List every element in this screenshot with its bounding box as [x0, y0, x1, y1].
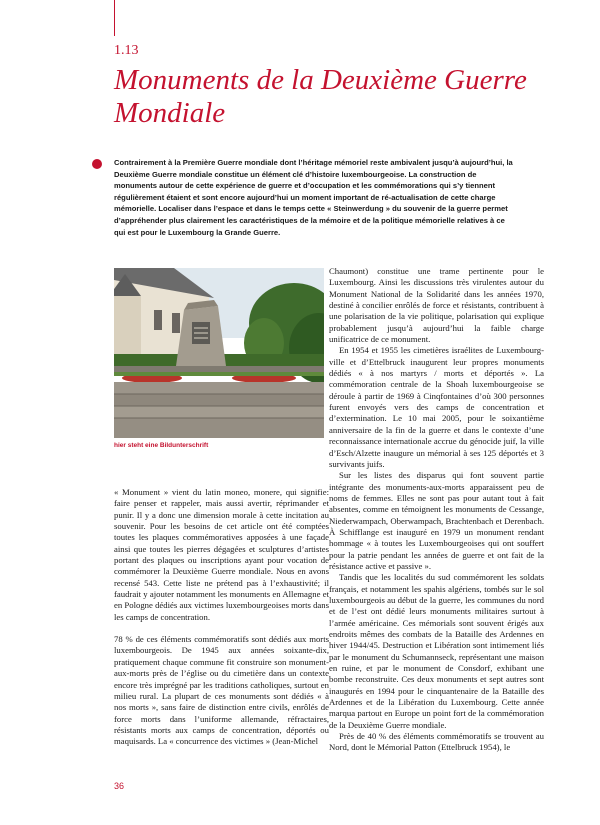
page-number: 36 [114, 781, 125, 791]
body-paragraph: Sur les listes des disparus qui font souvent partie intégrante des monuments-aux-morts apparaissent peu de noms de femmes. Elles ne sont pas pour autant tout à fait absentes, comme en témoignent les monuments de Cessange, Niederwampach, Oberwampach, Brachtenbach et Derenbach. À Schifflange est inauguré en 1979 un monument rendant hommage « à toutes les Luxembourgeoises qui ont souffert pour la patrie pendant les années de guerre et ont fait de la résistance active et passive ». [329, 470, 544, 571]
section-number: 1.13 [114, 43, 139, 58]
intro-paragraph: Contrairement à la Première Guerre mondiale dont l’héritage mémoriel reste ambivalent jusqu’à aujourd’hui, la Deuxième Guerre mondiale constitue un élément clé d’histoire luxembourgeoise. La construction de monuments autour de cette expérience de guerre et d’occupation et les commémorations qui s’y tiennent régulièrement étaient et sont encore aujourd’hui un moment important de ré-actualisation de cette charge mémorielle. Localiser dans l’espace et dans le temps cette « Steinwerdung » du souvenir de la guerre permet d’appréhender plus clairement les caractéristiques de la mémoire et de la politique mémorielle relatives à ce qui est pour le Luxembourg la Grande Guerre. [114, 158, 513, 237]
intro-bullet-icon [92, 159, 102, 169]
body-paragraph: Chaumont) constitue une trame pertinente pour le Luxembourg. Ainsi les discussions très virulentes autour du Monument National de la Solidarité dans les années 1970, destiné à concilier enrôlés de force et résistants, contribuent à une polarisation de la vie politique, polarisation qui explique probablement jusqu’à aujourd’hui la faible charge unificatrice de ce monument. [329, 266, 544, 345]
page-title: Monuments de la Deuxième Guerre Mondiale [114, 64, 527, 129]
body-paragraph: Tandis que les localités du sud commémorent les soldats français, et notamment les spahis algériens, tombés sur le sol luxembourgeois au début de la guerre, les communes du nord et de l’est ont dédié leurs monuments militaires surtout à l’armée américaine. Ces mémorials sont souvent érigés aux endroits mêmes des combats de la Bataille des Ardennes en hiver 1944/45. Destruction et Libération sont intimement liés par le monument du Schumannseck, représentant une maison en ruine, et par le monument de Consdorf, exhibant une bombe reconstruite. Ces deux monuments et sept autres sont inaugurés en 1994 pour le cinquantenaire de la Bataille des Ardennes et de la Libération du Luxembourg. Cette année marqua partout en Europe un point fort de la commémoration de la Deuxième Guerre mondiale. [329, 572, 544, 730]
monument-photo [114, 268, 324, 438]
body-paragraph: En 1954 et 1955 les cimetières israélites de Luxembourg-ville et d’Ettelbruck inaugurent leur propres monuments dédiés « à nos martyrs / morts et déportés ». La commémoration centrale de la Shoah luxembourgeoise se déroule à partir de 1969 à Cinqfontaines d’où 300 personnes furent envoyés vers des camps de concentration et d’extermination. Le 10 mai 2005, pour le soixantième anniversaire de la fin de la guerre et dans le contexte d’une reconnaissance internationale accrue du génocide juif, la ville d’Esch/Alzette inaugure un mémorial à ses 125 déportés et 3 survivants juifs. [329, 345, 544, 469]
body-paragraph: « Monument » vient du latin moneo, monere, qui signifie: faire penser et rappeler, mais aussi avertir, réprimander et punir. Il y a donc une dimension morale à cette incitation au souvenir. Pour les besoins de cet article ont été comptées toutes les plaques commémoratives apposées à une façade ainsi que toutes les pierres dégagées et sculptures d’artistes portant des plaques ou inscriptions ayant pour vocation de commémorer la Deuxième Guerre mondiale. Nous en avons recensé 543. Cette liste ne prétend pas à l’exhaustivité; il faudrait y ajouter notamment les monuments en Allemagne et en Pologne dédiés aux victimes luxembourgeoises morts dans les camps de concentration. [114, 487, 329, 622]
photo-caption: hier steht eine Bildunterschrift [114, 442, 209, 449]
body-paragraph: 78 % de ces éléments commémoratifs sont dédiés aux morts luxembourgeois. De 1945 aux années soixante-dix, pratiquement chaque commune fit construire son monument-aux-morts près de l’église ou du cimetière dans un contexte encore très imprégné par les traditions catholiques, surtout en milieu rural. La plupart de ces monuments sont dédiés « à nos morts », sans faire de distinction entre civils, enrôlés de force morts dans l’uniforme allemande, réfractaires, résistants morts aux camps de concentration, déportés ou maquisards. La « concurrence des victimes » (Jean-Michel [114, 634, 329, 747]
section-marker-line [114, 0, 115, 36]
body-paragraph: Près de 40 % des éléments commémoratifs se trouvent au Nord, dont le Mémorial Patton (Ettelbruck 1954), le [329, 731, 544, 753]
body-column-right [329, 266, 544, 754]
body-column-left [114, 487, 329, 748]
